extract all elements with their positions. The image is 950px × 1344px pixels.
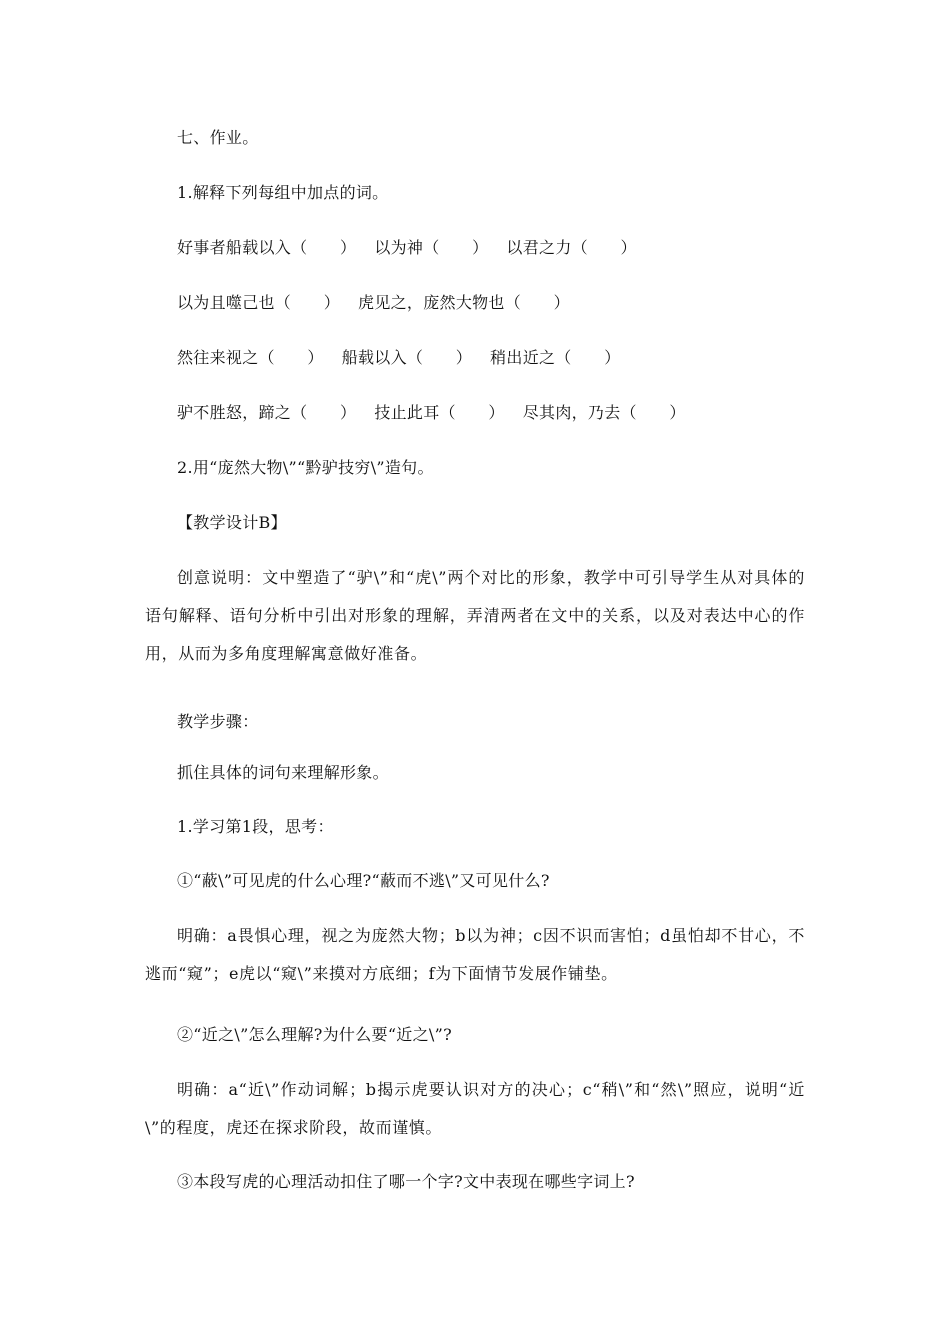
- row-3-item-3: 稍出近之（ ）: [490, 348, 621, 367]
- steps-intro: 抓住具体的词句来理解形象。: [177, 763, 389, 782]
- row-4-item-2: 技止此耳（ ）: [374, 403, 505, 422]
- row-4-item-1: 驴不胜怒，蹄之（ ）: [177, 403, 357, 422]
- row-2-item-1: 以为且噬己也（ ）: [177, 293, 341, 312]
- row-1-item-1: 好事者船载以入（ ）: [177, 238, 357, 257]
- row-2-item-2: 虎见之，庞然大物也（ ）: [358, 293, 570, 312]
- row-4-item-3: 尽其肉，乃去（ ）: [522, 403, 686, 422]
- design-b-title: 【教学设计B】: [177, 513, 287, 532]
- question-1-row-3: [177, 348, 621, 368]
- question-a: ①“蔽\”可见虎的什么心理?“蔽而不逃\”又可见什么?: [177, 871, 550, 890]
- answer-b-paragraph: 明确：a“近\”作动词解；b揭示虎要认识对方的决心；c“稍\”和“然\”照应，说明“近\”的程度，虎还在探求阶段，故而谨慎。: [145, 1080, 805, 1137]
- question-2: 2.用“庞然大物\”“黔驴技穷\”造句。: [177, 458, 434, 477]
- steps-title: 教学步骤：: [177, 712, 259, 731]
- section-heading: 七、作业。: [177, 128, 259, 147]
- row-1-item-3: 以君之力（ ）: [506, 238, 637, 257]
- row-3-item-2: 船载以入（ ）: [341, 348, 473, 367]
- study-paragraph-1: 1.学习第1段，思考：: [177, 817, 334, 836]
- question-b: ②“近之\”怎么理解?为什么要“近之\”?: [177, 1025, 452, 1044]
- row-1-item-2: 以为神（ ）: [374, 238, 489, 257]
- question-1-row-1: [177, 238, 637, 258]
- question-c: ③本段写虎的心理活动扣住了哪一个字?文中表现在哪些字词上?: [177, 1172, 635, 1191]
- question-1-row-2: [177, 293, 570, 313]
- question-1-title: 1.解释下列每组中加点的词。: [177, 183, 389, 202]
- row-3-item-1: 然往来视之（ ）: [177, 348, 324, 367]
- question-1-row-4: [177, 403, 686, 423]
- answer-a-paragraph: 明确：a畏惧心理，视之为庞然大物；b以为神；c因不识而害怕；d虽怕却不甘心，不逃而“窥”；e虎以“窥\”来摸对方底细；f为下面情节发展作铺垫。: [145, 926, 805, 983]
- creative-note-paragraph: 创意说明：文中塑造了“驴\”和“虎\”两个对比的形象，教学中可引导学生从对具体的语句解释、语句分析中引出对形象的理解，弄清两者在文中的关系，以及对表达中心的作用，从而为多角度理解寓意做好准备。: [145, 568, 805, 663]
